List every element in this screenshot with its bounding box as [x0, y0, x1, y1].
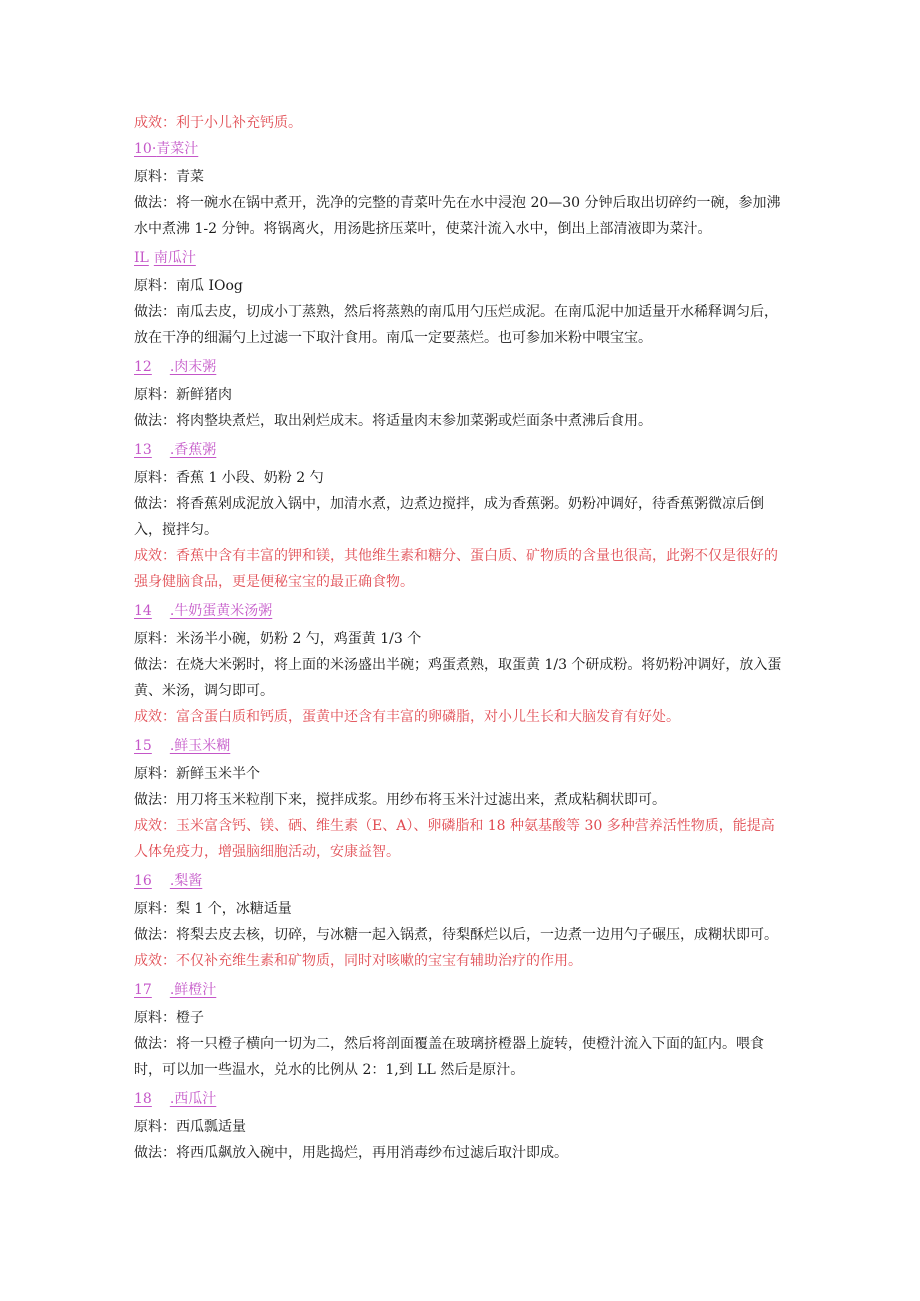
- effect-text: 成效：不仅补充维生素和矿物质，同时对咳嗽的宝宝有辅助治疗的作用。: [134, 953, 582, 969]
- ingredients-text: 原料：米汤半小碗，奶粉 2 勺，鸡蛋黄 1/3 个: [134, 631, 422, 647]
- recipe-number: IL: [134, 250, 149, 266]
- ingredients-text: 原料：香蕉 1 小段、奶粉 2 勺: [134, 470, 324, 486]
- recipe-section: [134, 598, 788, 730]
- ingredients-text: 原料：南瓜 IOog: [134, 278, 243, 294]
- recipe-title: .香蕉粥: [169, 442, 217, 458]
- recipe-section: [134, 868, 788, 974]
- method-text: 做法：将一碗水在锅中煮开，洗净的完整的青菜叶先在水中浸泡 20—30 分钟后取出切碎约一碗，参加沸水中煮沸 1-2 分钟。将锅离火，用汤匙挤压菜叶，使菜汁流入水中，倒出上部清液即为菜汁。: [134, 195, 781, 237]
- recipe-heading: [134, 598, 788, 624]
- method-text: 做法：南瓜去皮，切成小丁蒸熟，然后将蒸熟的南瓜用勺压烂成泥。在南瓜泥中加适量开水稀释调匀后，放在干净的细漏勺上过滤一下取汁食用。南瓜一定要蒸烂。也可参加米粉中喂宝宝。: [134, 304, 778, 346]
- top-effect-text: 成效：利于小儿补充钙质。: [134, 115, 302, 131]
- effect-text: 成效：香蕉中含有丰富的钾和镁，其他维生素和糖分、蛋白质、矿物质的含量也很高，此粥不仅是很好的强身健脑食品，更是便秘宝宝的最正确食物。: [134, 548, 778, 590]
- recipe-number: 14: [134, 603, 152, 619]
- recipe-number: 10·: [134, 141, 157, 157]
- ingredients-text: 原料：新鲜猪肉: [134, 387, 232, 403]
- recipe-section: [134, 977, 788, 1083]
- recipe-section: [134, 1086, 788, 1166]
- recipe-section: [134, 354, 788, 434]
- recipe-section: [134, 437, 788, 595]
- recipe-heading: [134, 733, 788, 759]
- recipe-heading: [134, 136, 788, 162]
- recipe-title: .鲜玉米糊: [169, 738, 231, 754]
- ingredients-text: 原料：梨 1 个，冰糖适量: [134, 901, 292, 917]
- recipe-content: [134, 110, 788, 1169]
- recipe-title: .肉末粥: [169, 359, 217, 375]
- method-text: 做法：将西瓜飙放入碗中，用匙捣烂，再用消毒纱布过滤后取汁即成。: [134, 1145, 568, 1161]
- recipe-title: 南瓜汁: [153, 250, 196, 266]
- recipe-section: [134, 136, 788, 242]
- method-text: 做法：在烧大米粥时，将上面的米汤盛出半碗；鸡蛋煮熟，取蛋黄 1/3 个研成粉。将奶粉冲调好，放入蛋黄、米汤，调匀即可。: [134, 657, 782, 699]
- method-text: 做法：将一只橙子横向一切为二，然后将剖面覆盖在玻璃挤橙器上旋转，使橙汁流入下面的缸内。喂食时，可以加一些温水，兑水的比例从 2：1,到 LL 然后是原汁。: [134, 1036, 764, 1078]
- effect-text: 成效：玉米富含钙、镁、硒、维生素（E、A）、卵磷脂和 18 种氨基酸等 30 多种营养活性物质，能提高人体免疫力，增强脑细胞活动，安康益智。: [134, 818, 775, 860]
- ingredients-text: 原料：新鲜玉米半个: [134, 766, 260, 782]
- method-text: 做法：用刀将玉米粒削下来，搅拌成浆。用纱布将玉米汁过滤出来，煮成粘稠状即可。: [134, 792, 666, 808]
- recipe-number: 17: [134, 982, 152, 998]
- recipe-section: [134, 733, 788, 865]
- ingredients-text: 原料：西瓜瓢适量: [134, 1119, 246, 1135]
- recipe-heading: [134, 245, 788, 271]
- recipe-heading: [134, 868, 788, 894]
- recipe-section: [134, 245, 788, 351]
- recipe-title: .牛奶蛋黄米汤粥: [169, 603, 273, 619]
- recipe-title: .梨酱: [169, 873, 203, 889]
- effect-text: 成效：富含蛋白质和钙质，蛋黄中还含有丰富的卵磷脂，对小儿生长和大脑发育有好处。: [134, 709, 680, 725]
- method-text: 做法：将梨去皮去核，切碎，与冰糖一起入锅煮，待梨酥烂以后，一边煮一边用勺子碾压，成糊状即可。: [134, 927, 778, 943]
- recipe-number: 12: [134, 359, 152, 375]
- recipe-heading: [134, 977, 788, 1003]
- ingredients-text: 原料：橙子: [134, 1010, 204, 1026]
- recipe-number: 16: [134, 873, 152, 889]
- recipe-heading: [134, 437, 788, 463]
- recipe-heading: [134, 354, 788, 380]
- recipe-heading: [134, 1086, 788, 1112]
- recipe-sections: [134, 136, 788, 1166]
- method-text: 做法：将香蕉剁成泥放入锅中，加清水煮，边煮边搅拌，成为香蕉粥。奶粉冲调好，待香蕉粥微凉后倒入，搅拌匀。: [134, 496, 764, 538]
- ingredients-text: 原料：青菜: [134, 169, 204, 185]
- recipe-number: 13: [134, 442, 152, 458]
- recipe-title: .鲜橙汁: [169, 982, 217, 998]
- recipe-number: 18: [134, 1091, 152, 1107]
- recipe-title: .西瓜汁: [169, 1091, 217, 1107]
- recipe-title: 青菜汁: [156, 141, 199, 157]
- recipe-number: 15: [134, 738, 152, 754]
- method-text: 做法：将肉整块煮烂，取出剁烂成末。将适量肉末参加菜粥或烂面条中煮沸后食用。: [134, 413, 652, 429]
